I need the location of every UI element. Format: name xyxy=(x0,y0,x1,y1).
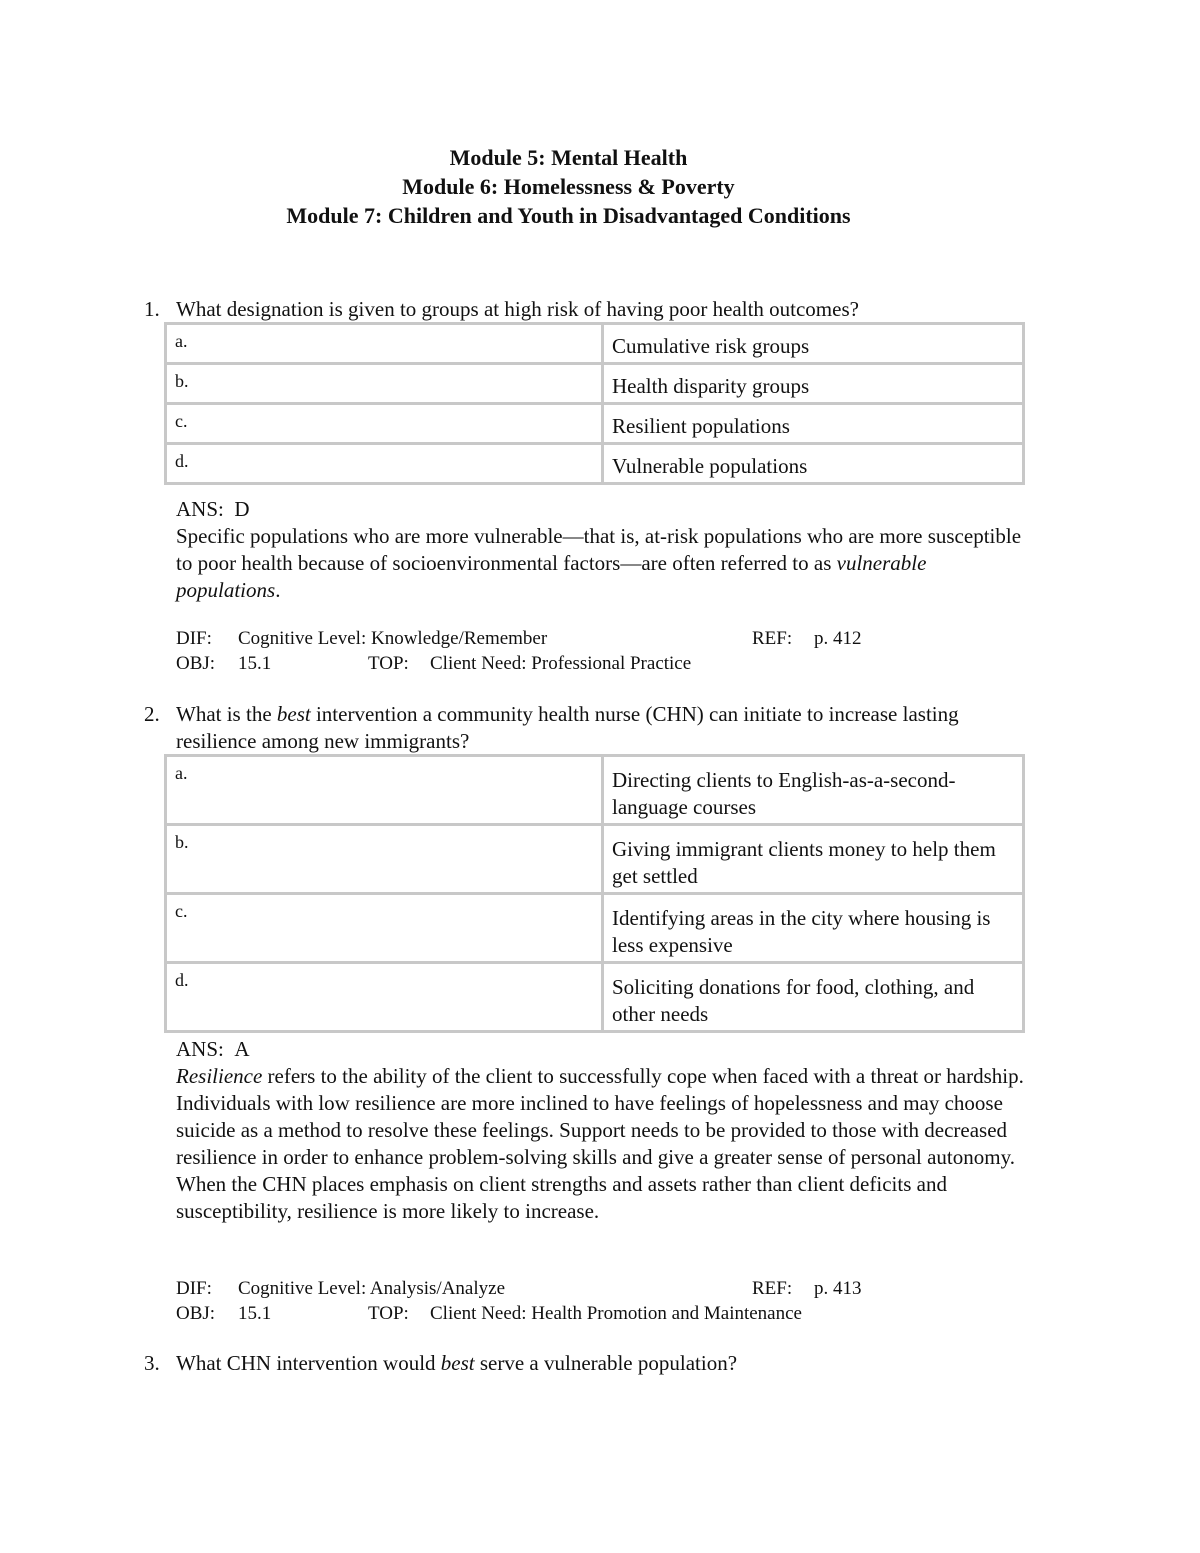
option-letter: a. xyxy=(166,324,603,364)
option-row xyxy=(166,894,1024,963)
question-1 xyxy=(144,296,1044,323)
meta-block-2 xyxy=(176,1276,1036,1326)
question-text xyxy=(176,701,1044,755)
option-text: Giving immigrant clients money to help them get settled xyxy=(603,825,1024,894)
module-title-7: Module 7: Children and Youth in Disadvantaged Conditions xyxy=(286,203,851,228)
option-letter: a. xyxy=(166,756,603,825)
top-value: Client Need: Professional Practice xyxy=(430,653,692,674)
rationale-emphasis: Resilience xyxy=(176,1064,263,1088)
option-letter: c. xyxy=(166,894,603,963)
question-emphasis: best xyxy=(440,1351,475,1375)
question-number: 1. xyxy=(144,297,160,321)
option-row xyxy=(166,756,1024,825)
option-row xyxy=(166,825,1024,894)
ref-label: REF: xyxy=(752,628,793,649)
obj-value: 15.1 xyxy=(238,1303,272,1324)
rationale xyxy=(176,523,1036,604)
option-letter: c. xyxy=(166,404,603,444)
option-row xyxy=(166,324,1024,364)
dif-value: Cognitive Level: Analysis/Analyze xyxy=(238,1278,506,1299)
top-value: Client Need: Health Promotion and Maintenance xyxy=(430,1303,802,1324)
rationale-text: refers to the ability of the client to successfully cope when faced with a threat or hardship. Individuals with low resilience are more inclined to have feelings of hopelessness and may choose suicide as a method to resolve these feelings. Support needs to be provided to those with decreased resilience in order to enhance problem-solving skills and give a greater sense of personal autonomy. When the CHN places emphasis on client strengths and assets rather than client deficits and susceptibility, resilience is more likely to increase. xyxy=(176,1064,1024,1223)
option-text: Directing clients to English-as-a-second-language courses xyxy=(603,756,1024,825)
option-row xyxy=(166,364,1024,404)
question-3 xyxy=(144,1350,1044,1377)
option-row xyxy=(166,444,1024,484)
rationale-text: Specific populations who are more vulnerable—that is, at-risk populations who are more susceptible to poor health because of socioenvironmental factors—are often referred to as xyxy=(176,524,1022,575)
question-2 xyxy=(144,701,1044,755)
dif-label: DIF: xyxy=(176,628,212,649)
answer-line xyxy=(176,496,1036,523)
option-text: Identifying areas in the city where housing is less expensive xyxy=(603,894,1024,963)
option-letter: d. xyxy=(166,963,603,1032)
option-letter: b. xyxy=(166,364,603,404)
answer-label: ANS: xyxy=(176,497,224,521)
rationale xyxy=(176,1063,1036,1225)
option-text: Vulnerable populations xyxy=(603,444,1024,484)
option-row xyxy=(166,404,1024,444)
module-title-6: Module 6: Homelessness & Poverty xyxy=(402,174,735,199)
options-table-2 xyxy=(164,754,1025,1033)
answer-line xyxy=(176,1036,1036,1063)
answer-value: D xyxy=(234,497,250,521)
answer-label: ANS: xyxy=(176,1037,224,1061)
meta-block-1 xyxy=(176,626,1036,676)
question-text-part: What is the xyxy=(176,702,277,726)
obj-label: OBJ: xyxy=(176,653,216,674)
ref-value: p. 412 xyxy=(814,628,862,649)
obj-value: 15.1 xyxy=(238,653,272,674)
option-text: Health disparity groups xyxy=(603,364,1024,404)
question-text-part: serve a vulnerable population? xyxy=(474,1351,738,1375)
question-number: 3. xyxy=(144,1351,160,1375)
answer-block-1 xyxy=(176,496,1036,604)
option-row xyxy=(166,963,1024,1032)
option-letter: b. xyxy=(166,825,603,894)
obj-label: OBJ: xyxy=(176,1303,216,1324)
question-text-part: intervention a community health nurse (CHN) can initiate to increase lasting resilience among new immigrants? xyxy=(176,702,959,753)
option-text: Cumulative risk groups xyxy=(603,324,1024,364)
top-label: TOP: xyxy=(368,653,409,674)
module-title-5: Module 5: Mental Health xyxy=(449,145,688,170)
dif-value: Cognitive Level: Knowledge/Remember xyxy=(238,628,548,649)
ref-label: REF: xyxy=(752,1278,793,1299)
question-emphasis: best xyxy=(276,702,311,726)
option-text: Soliciting donations for food, clothing, and other needs xyxy=(603,963,1024,1032)
question-text: What designation is given to groups at high risk of having poor health outcomes? xyxy=(176,297,859,321)
option-text: Resilient populations xyxy=(603,404,1024,444)
answer-value: A xyxy=(234,1037,250,1061)
top-label: TOP: xyxy=(368,1303,409,1324)
answer-block-2 xyxy=(176,1036,1036,1225)
option-letter: d. xyxy=(166,444,603,484)
dif-label: DIF: xyxy=(176,1278,212,1299)
options-table-1 xyxy=(164,322,1025,485)
question-number: 2. xyxy=(144,702,160,726)
rationale-emphasis: vulnerable populations xyxy=(176,551,927,602)
question-text-part: What CHN intervention would xyxy=(176,1351,441,1375)
rationale-end: . xyxy=(275,578,281,602)
module-titles xyxy=(0,143,1137,230)
ref-value: p. 413 xyxy=(814,1278,862,1299)
question-text xyxy=(176,1350,1044,1377)
